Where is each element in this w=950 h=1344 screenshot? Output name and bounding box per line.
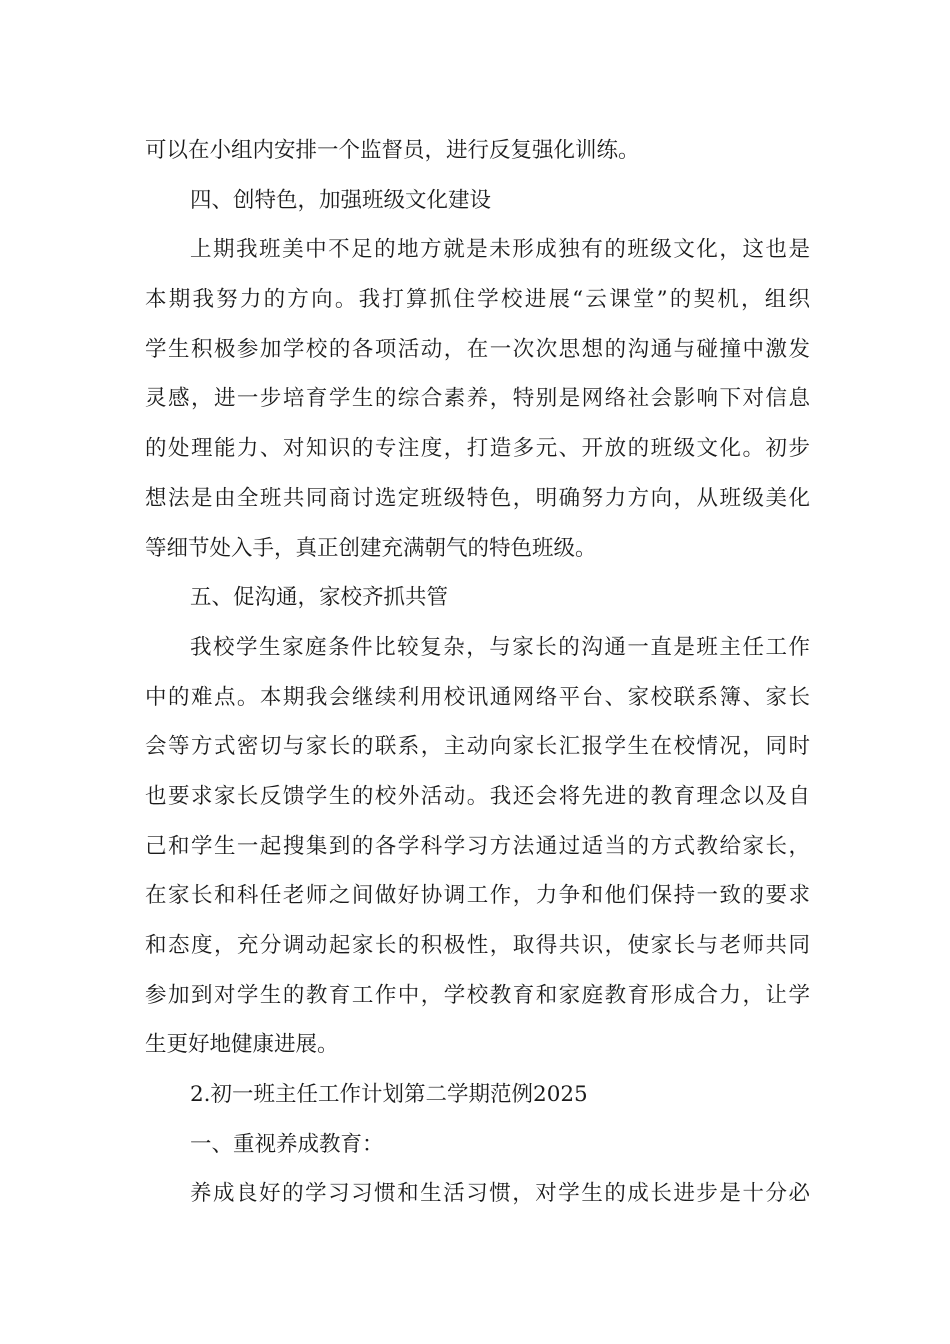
paragraph-line: 己和学生一起搜集到的各学科学习方法通过适当的方式教给家长，	[145, 833, 810, 859]
paragraph-line: 本期我努力的方向。我打算抓住学校进展“云课堂”的契机，组织	[145, 287, 810, 313]
paragraph-line: 养成良好的学习习惯和生活习惯，对学生的成长进步是十分必	[190, 1181, 810, 1207]
paragraph-line: 可以在小组内安排一个监督员，进行反复强化训练。	[145, 138, 640, 163]
section-heading: 一、重视养成教育：	[190, 1131, 384, 1157]
paragraph-line: 的处理能力、对知识的专注度，打造多元、开放的班级文化。初步	[145, 436, 810, 462]
paragraph-line: 想法是由全班共同商讨选定班级特色，明确努力方向，从班级美化	[145, 485, 810, 511]
paragraph-line: 上期我班美中不足的地方就是未形成独有的班级文化，这也是	[190, 237, 810, 263]
paragraph-line: 和态度，充分调动起家长的积极性，取得共识，使家长与老师共同	[145, 933, 810, 958]
paragraph-line: 灵感，进一步培育学生的综合素养，特别是网络社会影响下对信息	[145, 386, 810, 412]
paragraph-line: 中的难点。本期我会继续利用校讯通网络平台、家校联系簿、家长	[145, 684, 810, 710]
document-page	[145, 126, 810, 1219]
document-title: 2.初一班主任工作计划第二学期范例2025	[190, 1082, 588, 1108]
section-heading: 四、创特色，加强班级文化建设	[190, 187, 492, 213]
paragraph-line: 会等方式密切与家长的联系，主动向家长汇报学生在校情况，同时	[145, 734, 810, 760]
section-heading: 五、促沟通，家校齐抓共管	[190, 585, 449, 611]
paragraph-line: 参加到对学生的教育工作中，学校教育和家庭教育形成合力，让学	[145, 982, 810, 1008]
paragraph-line: 生更好地健康进展。	[145, 1032, 339, 1058]
paragraph-line: 在家长和科任老师之间做好协调工作，力争和他们保持一致的要求	[145, 883, 810, 909]
paragraph-line: 等细节处入手，真正创建充满朝气的特色班级。	[145, 535, 597, 561]
paragraph-line: 学生积极参加学校的各项活动，在一次次思想的沟通与碰撞中激发	[145, 336, 810, 362]
paragraph-line: 也要求家长反馈学生的校外活动。我还会将先进的教育理念以及自	[145, 783, 810, 809]
paragraph-line: 我校学生家庭条件比较复杂，与家长的沟通一直是班主任工作	[190, 634, 810, 660]
